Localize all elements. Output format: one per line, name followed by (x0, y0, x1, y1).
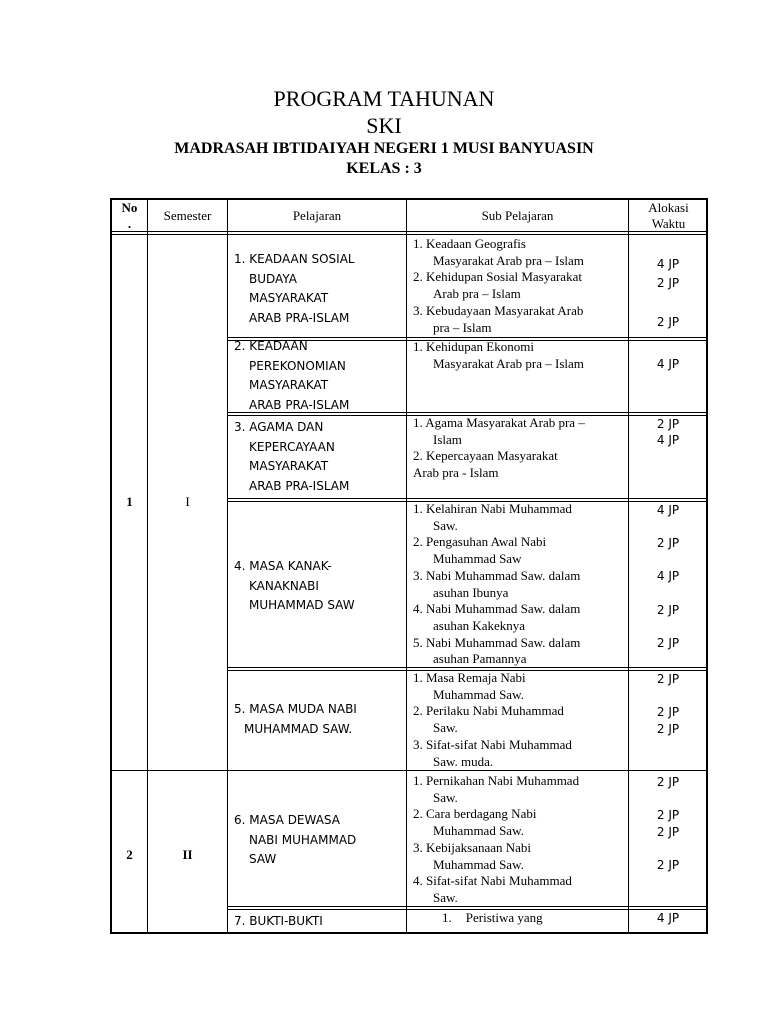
time-allocation: 2 JP (656, 603, 680, 617)
row-number: 2 (126, 847, 133, 862)
school-name: MADRASAH IBTIDAIYAH NEGERI 1 MUSI BANYUASIN (174, 140, 594, 157)
column-divider (227, 200, 228, 932)
header-lesson: Pelajaran (292, 208, 342, 223)
header-no: No . (121, 200, 138, 231)
row-separator (228, 498, 706, 499)
time-allocation: 2 JP (656, 672, 680, 686)
time-allocation: 2 JP (656, 315, 680, 329)
time-allocation: 2 JP (656, 536, 680, 550)
time-allocation: 4 JP (656, 503, 680, 517)
time-allocation: 2 JP (656, 775, 680, 789)
sub-lesson-list: 1. Agama Masyarakat Arab pra – Islam 2. Kepercayaan Masyarakat Arab pra - Islam (413, 415, 585, 481)
lesson-title: 3. AGAMA DAN KEPERCAYAAN MASYARAKAT ARAB PRA-ISLAM (234, 420, 350, 493)
time-allocation: 2 JP (656, 722, 680, 736)
time-allocation: 4 JP (656, 911, 680, 925)
sub-lesson-list: 1. Masa Remaja Nabi Muhammad Saw. 2. Perilaku Nabi Muhammad Saw. 3. Sifat-sifat Nabi Muhammad Saw. muda. (413, 670, 572, 769)
header-sub-lesson: Sub Pelajaran (481, 208, 554, 223)
header-rule (112, 231, 706, 232)
time-allocation: 2 JP (656, 858, 680, 872)
sub-lesson-list: 1. Pernikahan Nabi Muhammad Saw. 2. Cara berdagang Nabi Muhammad Saw. 3. Kebijaksanaan Nabi Muhammad Saw. 4. Sifat-sifat Nabi Muhammad Saw. (413, 773, 580, 905)
class-label: KELAS : 3 (346, 160, 422, 177)
time-allocation: 2 JP (656, 705, 680, 719)
header-time-allocation: Alokasi Waktu (648, 200, 689, 231)
time-allocation: 2 JP (656, 276, 680, 290)
column-divider (406, 200, 407, 932)
lesson-title: 2. KEADAAN PEREKONOMIAN MASYARAKAT ARAB PRA-ISLAM (234, 339, 350, 412)
header-semester: Semester (163, 208, 212, 223)
sub-lesson-list: 1. Peristiwa yang (442, 910, 543, 925)
lesson-title: 5. MASA MUDA NABI MUHAMMAD SAW. (234, 702, 357, 736)
sub-lesson-list: 1. Kelahiran Nabi Muhammad Saw. 2. Pengasuhan Awal Nabi Muhammad Saw 3. Nabi Muhammad Saw. dalam asuhan Ibunya 4. Nabi Muhammad Saw. dalam asuhan Kakeknya 5. Nabi Muhammad Saw. dalam asuhan Pamannya (413, 501, 581, 667)
lesson-title: 7. BUKTI-BUKTI (234, 914, 323, 928)
row-number: 1 (126, 494, 133, 509)
semester-label: II (182, 847, 193, 862)
sub-lesson-list: 1. Keadaan Geografis Masyarakat Arab pra – Islam 2. Kehidupan Sosial Masyarakat Arab pra – Islam 3. Kebudayaan Masyarakat Arab pra – Islam (413, 236, 584, 335)
sub-lesson-list: 1. Kehidupan Ekonomi Masyarakat Arab pra – Islam (413, 339, 584, 371)
header-rule (112, 234, 706, 235)
document-title: PROGRAM TAHUNAN (273, 86, 495, 111)
time-allocation: 4 JP (656, 257, 680, 271)
time-allocation: 2 JP (656, 636, 680, 650)
lesson-title: 6. MASA DEWASA NABI MUHAMMAD SAW (234, 813, 357, 866)
time-allocation: 4 JP (656, 357, 680, 371)
time-allocation: 2 JP (656, 825, 680, 839)
semester-separator (112, 770, 706, 771)
time-allocation: 2 JP (656, 417, 680, 431)
subject-title: SKI (366, 113, 402, 138)
lesson-title: 4. MASA KANAK- KANAKNABI MUHAMMAD SAW (234, 559, 355, 612)
lesson-title: 1. KEADAAN SOSIAL BUDAYA MASYARAKAT ARAB PRA-ISLAM (234, 252, 355, 325)
time-allocation: 4 JP (656, 569, 680, 583)
annual-program-table (110, 198, 708, 934)
column-divider (147, 200, 148, 932)
semester-label: I (185, 494, 190, 509)
time-allocation: 2 JP (656, 808, 680, 822)
time-allocation: 4 JP (656, 433, 680, 447)
